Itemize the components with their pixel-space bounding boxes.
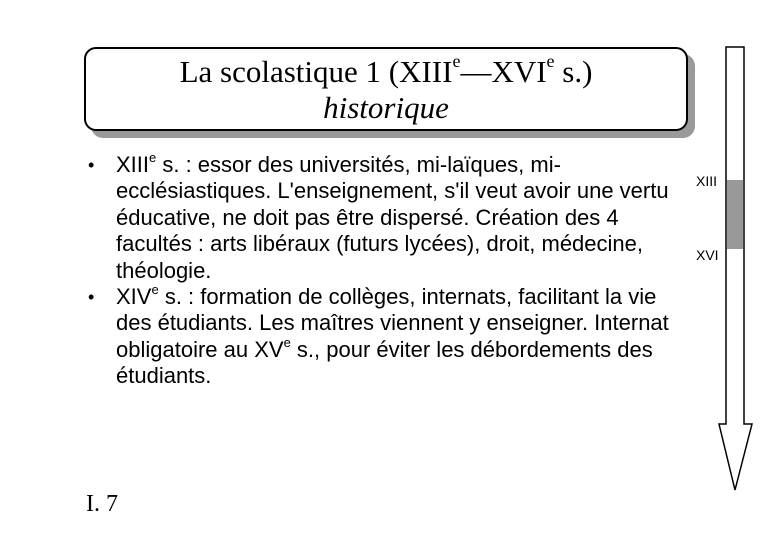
- page-number: I. 7: [86, 491, 118, 517]
- bullet-list: [88, 149, 698, 390]
- timeline-arrow: [718, 46, 758, 494]
- timeline-start-label: XIII: [696, 173, 718, 189]
- bullet-dot: •: [88, 287, 95, 308]
- timeline-highlight-band: [727, 180, 743, 249]
- bullet-item-xiii: • XIIIe s. : essor des universités, mi-laïques, mi-ecclésiastiques. L'enseignement, s'il veut avoir une vertu éducative, ne doit pas être dispersé. Création des 4 facultés : arts libéraux (futurs lycées), droit, médecine, théologie.: [88, 149, 669, 283]
- timeline-arrow-outline: [719, 47, 752, 490]
- title-text: La scolastique 1 (XIIIe—XVIe s.): [179, 50, 593, 89]
- bullet-dot: •: [88, 155, 95, 175]
- title-box: [84, 47, 688, 131]
- bullet-item-xiv: • XIVe s. : formation de collèges, internats, facilitant la vie des étudiants. Les maîtres viennent y enseigner. Internat obligatoire au XVe s., pour éviter les débordements des étudiants.: [88, 281, 669, 389]
- timeline-end-label: XVI: [696, 247, 719, 263]
- title-subtitle: historique: [323, 90, 449, 125]
